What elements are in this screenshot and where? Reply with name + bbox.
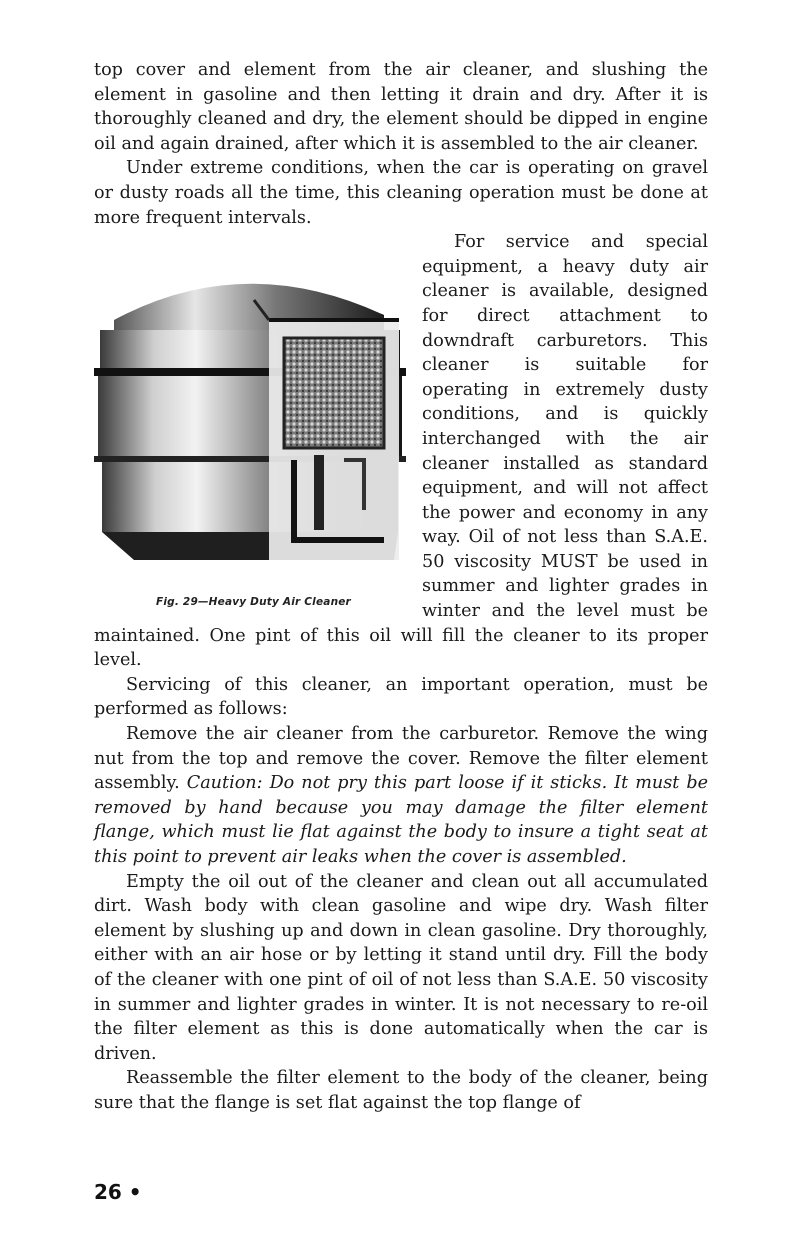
paragraph-continued: top cover and element from the air cleaner, and slushing the element in gasoline and then letting it drain and dry. After it is thoroughly cleaned and dry, the element should be dipped in engine oil and again drained, after which it is assembled to the air cleaner. [94, 60, 708, 154]
paragraph-extreme-conditions: Under extreme conditions, when the car is operating on gravel or dusty roads all the time, this cleaning operation must be done at more frequent intervals. [94, 158, 708, 228]
paragraph-servicing: Servicing of this cleaner, an important operation, must be performed as follows: [94, 674, 708, 720]
figure-caption: Fig. 29—Heavy Duty Air Cleaner [156, 596, 351, 609]
page-number: 26 • [94, 1180, 142, 1204]
remove-steps-text: Remove the air cleaner from the carburetor. Remove the wing nut from the top and remove the cover. Remove the filter element assembly. [94, 724, 708, 794]
caution-text: Caution: Do not pry this part loose if it sticks. It must be removed by hand because you may damage the filter element flange, which must lie flat against the body to insure a tight seat at this point to prevent air leaks when the cover is assembled. [94, 773, 708, 867]
body-text [94, 58, 708, 1116]
figure-heavy-duty-air-cleaner [94, 260, 410, 620]
figure-wrap-area [94, 230, 708, 673]
paragraph-reassemble: Reassemble the filter element to the body of the cleaner, being sure that the flange is set flat against the top flange of [94, 1068, 708, 1113]
air-cleaner-illustration [94, 260, 410, 580]
paragraph-heavy-duty-text: For service and special equipment, a heavy duty air cleaner is available, designed for direct attachment to downdraft carburetors. This cleaner is suitable for operating in extremely dusty conditions, and is quickly interchanged with the air cleaner installed as standard equipment, and will not affect the power and economy in any way. Oil of not less than S.A.E. 50 viscosity MUST be used in summer and lighter grades in winter and the level must be maintained. One pint of this oil will fill the cleaner to its proper level. [94, 232, 708, 671]
paragraph-empty-oil: Empty the oil out of the cleaner and clean out all accumulated dirt. Wash body with clean gasoline and wipe dry. Wash filter element by slushing up and down in clean gasoline. Dry thoroughly, either with an air hose or by letting it stand until dry. Fill the body of the cleaner with one pint of oil of not less than S.A.E. 50 viscosity in summer and lighter grades in winter. It is not necessary to re-oil the filter element as this is done automatically when the car is driven. [94, 871, 708, 1064]
paragraph-heavy-duty [94, 230, 708, 673]
paragraph-remove-steps [94, 722, 708, 870]
